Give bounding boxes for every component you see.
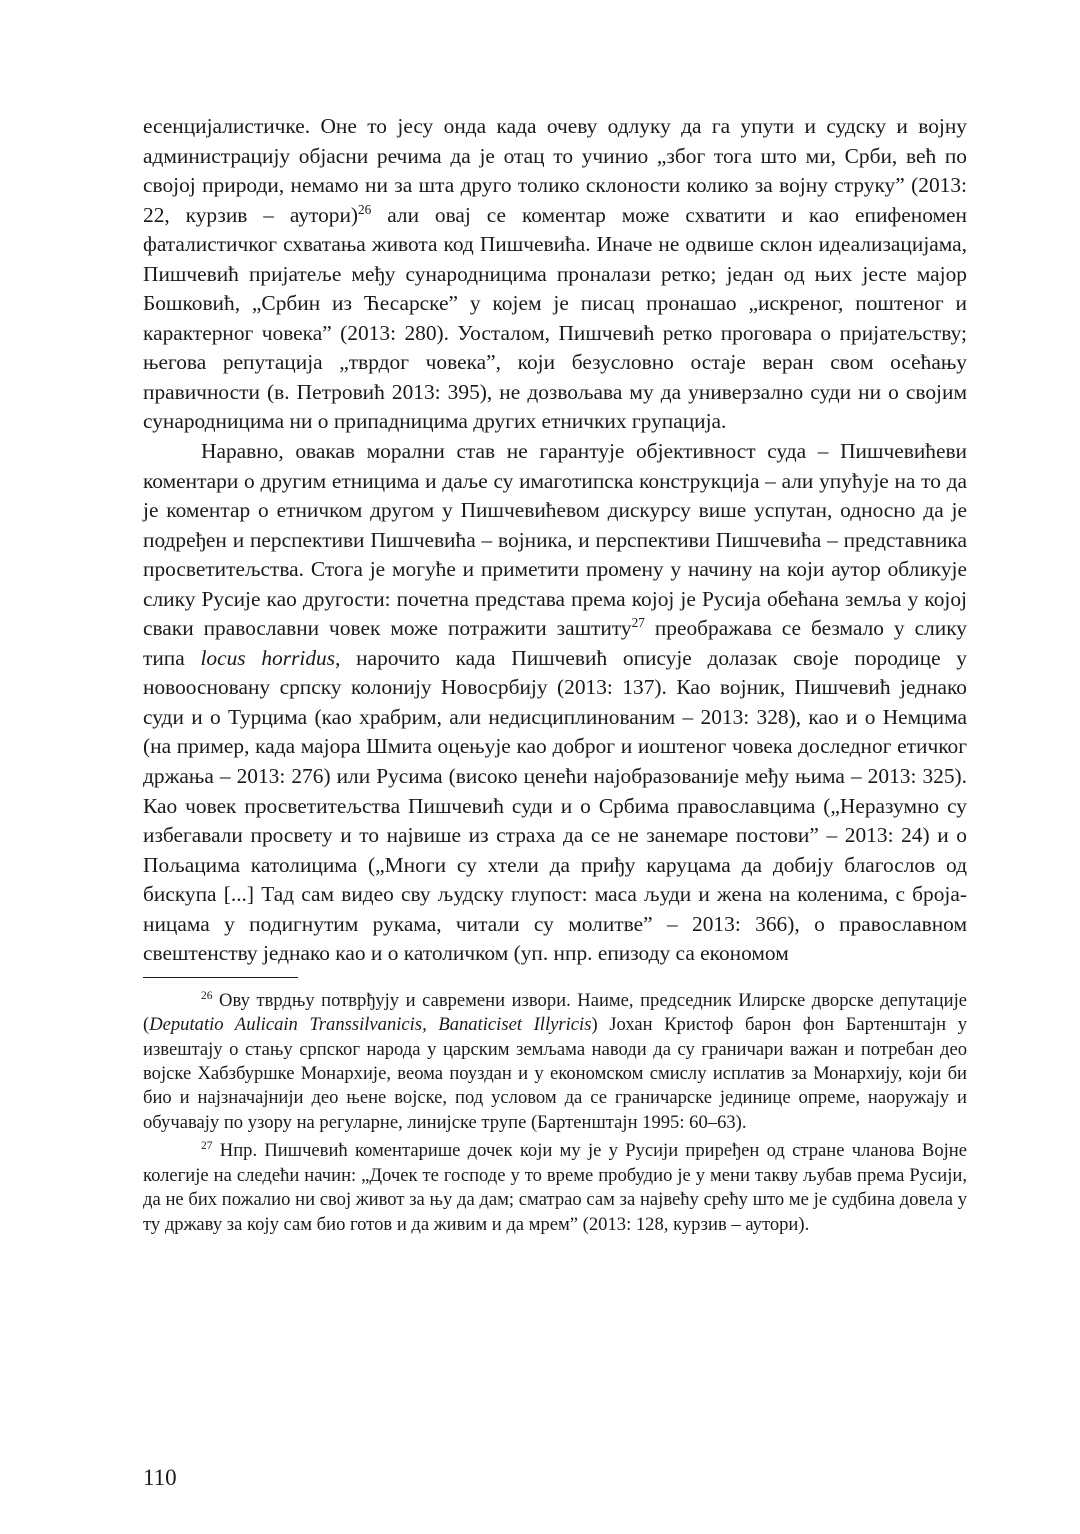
footnote-26-text-a: Ову тврдњу потврђују и савремени извори. Наиме, председник Илирске дворске депутације ( xyxy=(143,989,967,1036)
footnote-27-text-b: курзив – аутори). xyxy=(668,1213,810,1235)
footnote-number-26: 26 xyxy=(201,989,213,1002)
body-paragraph-2 xyxy=(143,437,967,969)
body-paragraph-1-text-a: есенцијалистичке. Оне то јесу онда када очеву одлуку да га упути и судску и војну администрацију објасни речима да је отац то учинио „због тога што ми, Срби, већ по својој природи, немамо ни за шта друго толико склоности колико за војну струку” (2013: 22, курзив – аутори) xyxy=(143,114,967,227)
footnote-27 xyxy=(143,1139,967,1237)
page-number: 110 xyxy=(143,1465,177,1490)
footnote-26 xyxy=(143,989,967,1135)
footnote-27-italic: , xyxy=(663,1213,669,1235)
body-paragraph-2-text-a: Наравно, овакав морални став не гарантује објективност суда – Пишчевићеви коментари о другим етницима и даље су имаготипска конструкција – али упућује на то да је коментар о етничком другом у Пишчевићевом дискурсу више успутан, односно да је подређен и перспективи Пишчевића – војника, и перспективи Пишчевића – представника просветитељства. Стога је могуће и приметити промену у начину на који аутор обликује слику Русије као другости: почетна представа према којој је Русија обећана земља у којој сваки православни човек може потражити заштиту xyxy=(143,439,967,641)
footnote-separator xyxy=(143,977,298,978)
body-paragraph-1 xyxy=(143,112,967,437)
body-paragraph-2-italic: locus horridus xyxy=(200,645,336,670)
footnote-ref-26[interactable]: 26 xyxy=(358,201,372,217)
footnote-27-text-a: Нпр. Пишчевић коментарише дочек који му је у Русији приређен од стране чланова Војне колегије на следећи начин: „Дочек те господе у то време пробудио је у мени такву љубав према Русији, да не бих пожалио ни свој живот за њу да дам; сматрао сам за највећу срећу што ме је судбина довела у ту државу за коју сам био готов и да живим и да мрем” (2013: 128 xyxy=(143,1140,967,1235)
footnote-26-italic: Deputatio Aulicain Transsilvanicis, Banaticiset Illyricis xyxy=(149,1014,592,1036)
body-paragraph-2-text-b: преображава се безмало у слику типа xyxy=(143,616,967,670)
body-paragraph-2-text-c: , нарочито када Пишчевић описује долазак своје породице у новоосновану српску колонију Новосрбију (2013: 137). Као војник, Пишчевић једнако суди и о Турцима (као храбрим, али недисциплинованим – 2013: 328), као и о Немцима (на пример, када мајора Шмита оцењује као доброг и иоштеног човека доследног етичког држања – 2013: 276) или Русима (високо ценећи најобразованије међу њима – 2013: 325). Као човек просветитељства Пишчевић суди и о Србима православцима („Неразумно су избегавали просвету и то највише из страха да се не занемаре постови” – 2013: 24) и о Пољацима католицима („Многи су хтели да приђу каруцама да добију благослов од бискупа [...] Тад сам видео сву људску глупост: маса људи и жена на коленима, с бројаницама у подигнутим рукама, читали су молитве” – 2013: 366), о православном свештенству једнако као и о католичком (уп. нпр. епизоду са економом xyxy=(143,645,967,966)
body-paragraph-1-text-b: али овај се коментар може схватити и као епифеномен фаталистичког схватања живота код Пишчевића. Иначе не одвише склон идеализацијама, Пишчевић пријатеље међу сународницима проналази ретко; један од њих јесте мајор Бошковић, „Србин из Ћесарске” у којем је писац пронашао „искреног, поштеног и карактерног човека” (2013: 280). Уосталом, Пишчевић ретко проговара о пријатељству; његова репутација „тврдог човека”, који безусловно остаје веран свом осећању правичности (в. Петровић 2013: 395), не дозвољава му да универзално суди ни о својим сународницима ни о припадницима других етничких групација. xyxy=(143,202,967,434)
footnote-26-text-b: ) Јохан Кристоф барон фон Бартенштајн у извештају о стању српског народа у царским земљама наводи да су граничари важан и потребан део војске Хабзбуршке Монархије, веома поуздан и у економском смислу исплатив за Монархију, који би био и најзначајнији део њене војске, под условом да се граничарске јединице опреме, наоружају и обучавају по узору на регуларне, линијске трупе (Бартенштајн 1995: 60–63). xyxy=(143,1014,967,1133)
footnote-number-27: 27 xyxy=(201,1140,213,1153)
page-content xyxy=(143,112,967,1241)
footnote-ref-27[interactable]: 27 xyxy=(631,615,645,631)
